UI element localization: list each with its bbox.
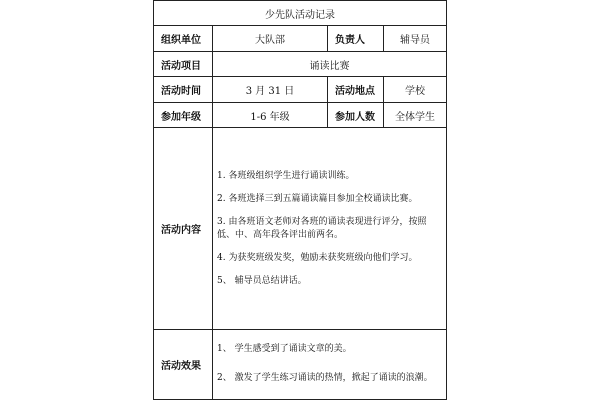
content-item: 1. 各班级组织学生进行诵读训练。 xyxy=(217,170,355,181)
effect-list xyxy=(217,343,442,385)
content-item: 5、 辅导员总结讲话。 xyxy=(217,275,307,286)
location-value: 学校 xyxy=(384,77,447,102)
time-label: 活动时间 xyxy=(154,77,213,102)
project-label: 活动项目 xyxy=(154,51,213,76)
org-unit-value: 大队部 xyxy=(213,26,328,51)
responsible-value: 辅导员 xyxy=(384,26,447,51)
record-title: 少先队活动记录 xyxy=(154,1,447,26)
content-list xyxy=(217,170,442,288)
effect-item: 2、 激发了学生练习诵读的热情，掀起了诵读的浪潮。 xyxy=(217,373,433,384)
content-item: 2. 各班选择三到五篇诵读篇目参加全校诵读比赛。 xyxy=(217,193,418,204)
effect-cell xyxy=(213,329,447,399)
grade-value: 1-6 年级 xyxy=(213,102,328,127)
org-unit-label: 组织单位 xyxy=(154,26,213,51)
content-item: 3. 由各班语文老师对各班的诵读表现进行评分，按照低、中、高年段各评出前两名。 xyxy=(217,216,427,240)
content-label: 活动内容 xyxy=(154,128,213,330)
effect-label: 活动效果 xyxy=(154,329,213,399)
effect-item: 1、 学生感受到了诵读文章的美。 xyxy=(217,344,352,355)
content-item: 4. 为获奖班级发奖，勉励未获奖班级向他们学习。 xyxy=(217,252,418,263)
participants-label: 参加人数 xyxy=(328,102,384,127)
grade-label: 参加年级 xyxy=(154,102,213,127)
time-value: 3 月 31 日 xyxy=(213,77,328,102)
location-label: 活动地点 xyxy=(328,77,384,102)
participants-value: 全体学生 xyxy=(384,102,447,127)
project-value: 诵读比赛 xyxy=(213,51,447,76)
content-cell xyxy=(213,128,447,330)
responsible-label: 负责人 xyxy=(328,26,384,51)
activity-record-table xyxy=(153,0,447,400)
